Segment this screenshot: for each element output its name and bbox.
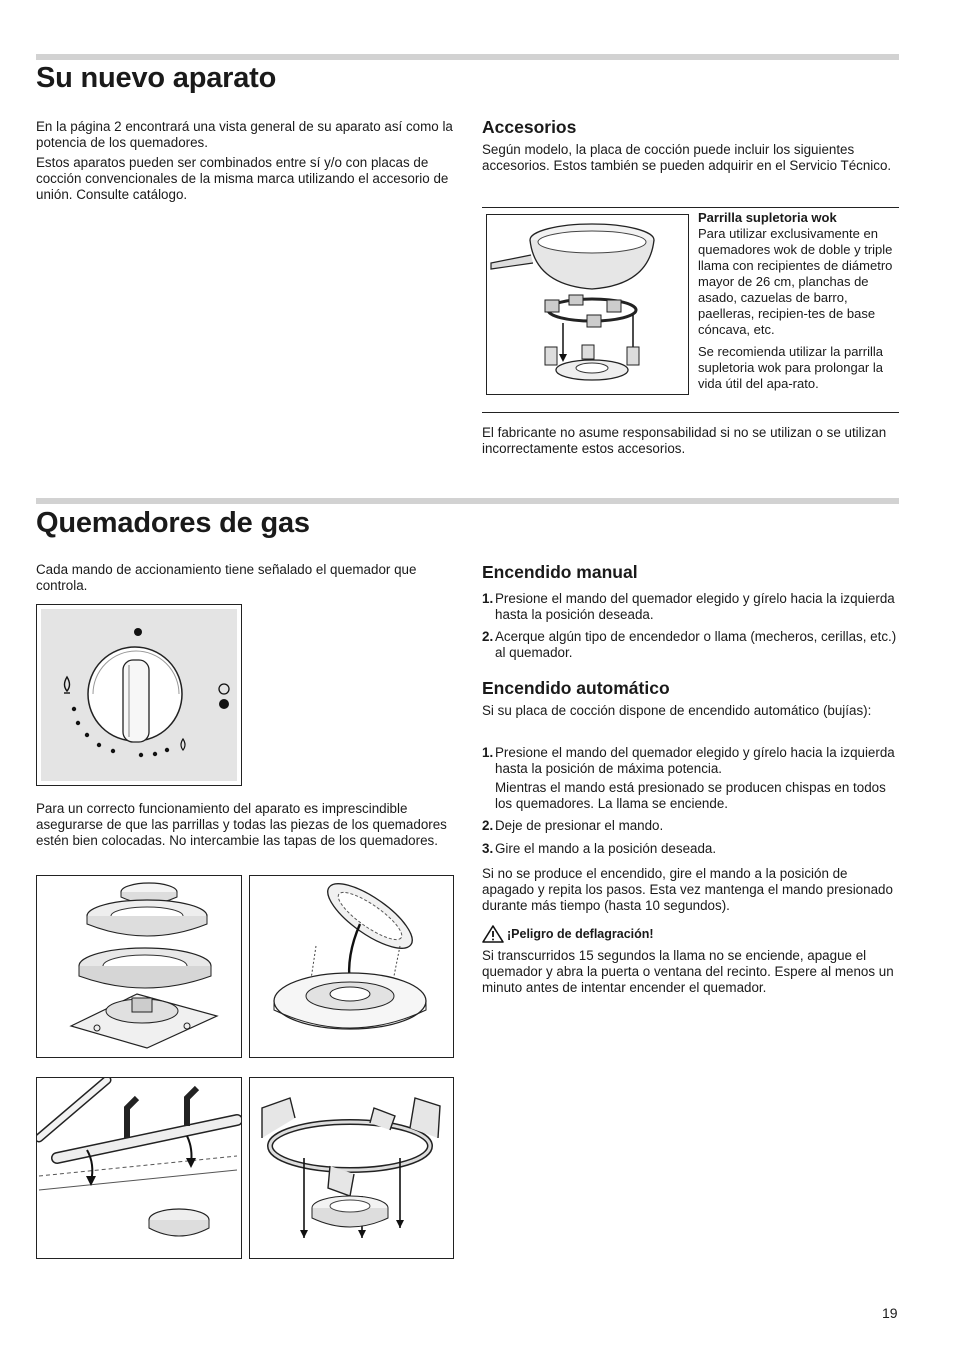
manual-ignition-heading: Encendido manual xyxy=(482,562,638,582)
step-text: Acerque algún tipo de encendedor o llama (mecheros, cerillas, etc.) al quemador. xyxy=(495,629,897,660)
control-knob-illustration xyxy=(36,604,242,786)
pan-support-illustration xyxy=(36,1077,242,1259)
step-number: 1. xyxy=(482,745,494,760)
wok-grate-mounting-illustration xyxy=(249,1077,454,1259)
step-number: 2. xyxy=(482,818,494,833)
accessory-note: Se recomienda utilizar la parrilla supletoria wok para prolongar la vida útil del apa-rato. xyxy=(698,344,883,391)
knob-text: Cada mando de accionamiento tiene señalado el quemador que controla. xyxy=(36,562,417,593)
section-divider xyxy=(36,498,899,504)
parts-text: Para un correcto funcionamiento del aparato es imprescindible asegurarse de que las parrillas y todas las piezas de los quemadores estén bien colocadas. No intercambie las tapas de los quemadores. xyxy=(36,801,447,848)
section-title: Quemadores de gas xyxy=(36,507,310,539)
manual-step xyxy=(482,591,900,623)
accessories-heading: Accesorios xyxy=(482,117,577,137)
step-number: 1. xyxy=(482,591,494,606)
intro-paragraph: Estos aparatos pueden ser combinados entre sí y/o con placas de cocción convencionales de la misma marca utilizando el accesorio de unión. Consulte catálogo. xyxy=(36,155,449,202)
auto-ignition-heading: Encendido automático xyxy=(482,678,670,698)
step-text: Presione el mando del quemador elegido y gírelo hacia la izquierda hasta la posición de máxima potencia. xyxy=(495,745,895,776)
table-rule xyxy=(482,207,899,208)
warning-header xyxy=(482,925,654,943)
step-text: Gire el mando a la posición deseada. xyxy=(495,841,717,856)
warning-text: Si transcurridos 15 segundos la llama no se enciende, apague el quemador y abra la puerta o ventana del recinto. Espere al menos un minuto antes de intentar encender el quemador. xyxy=(482,948,894,995)
accessory-title: Parrilla supletoria wok xyxy=(698,210,837,225)
accessories-text: Según modelo, la placa de cocción puede incluir los siguientes accesorios. Estos también se pueden adquirir en el Servicio Técnico. xyxy=(482,142,892,173)
warning-triangle-icon xyxy=(482,925,504,943)
burner-parts-illustration xyxy=(36,875,242,1058)
accessory-description xyxy=(698,210,898,392)
auto-step xyxy=(482,745,900,812)
step-extra: Mientras el mando está presionado se producen chispas en todos los quemadores. La llama se enciende. xyxy=(495,780,886,811)
step-text: Deje de presionar el mando. xyxy=(495,818,664,833)
manual-step xyxy=(482,629,900,661)
auto-step xyxy=(482,818,900,834)
step-number: 3. xyxy=(482,841,494,856)
table-rule xyxy=(482,412,899,413)
accessory-text: Para utilizar exclusivamente en quemadores wok de doble y triple llama con recipientes de diámetro mayor de 26 cm, planchas de asado, cazuelas de barro, paelleras, recipien-tes de base cóncava, etc. xyxy=(698,226,893,337)
section-title: Su nuevo aparato xyxy=(36,62,277,94)
wok-grate-illustration xyxy=(486,214,689,395)
step-text: Presione el mando del quemador elegido y gírelo hacia la izquierda hasta la posición deseada. xyxy=(495,591,895,622)
retry-text: Si no se produce el encendido, gire el mando a la posición de apagado y repita los pasos. Esta vez mantenga el mando presionado durante más tiempo (hasta 10 segundos). xyxy=(482,866,893,913)
auto-step xyxy=(482,841,900,857)
page-number: 19 xyxy=(882,1305,898,1321)
intro-paragraph: En la página 2 encontrará una vista general de su aparato así como la potencia de los quemadores. xyxy=(36,119,453,150)
step-number: 2. xyxy=(482,629,494,644)
section-divider xyxy=(36,54,899,60)
burner-ring-illustration xyxy=(249,875,454,1058)
warning-title: ¡Peligro de deflagración! xyxy=(507,927,654,941)
auto-intro: Si su placa de cocción dispone de encendido automático (bujías): xyxy=(482,703,872,718)
disclaimer-text: El fabricante no asume responsabilidad si no se utilizan o se utilizan incorrectamente estos accesorios. xyxy=(482,425,887,456)
